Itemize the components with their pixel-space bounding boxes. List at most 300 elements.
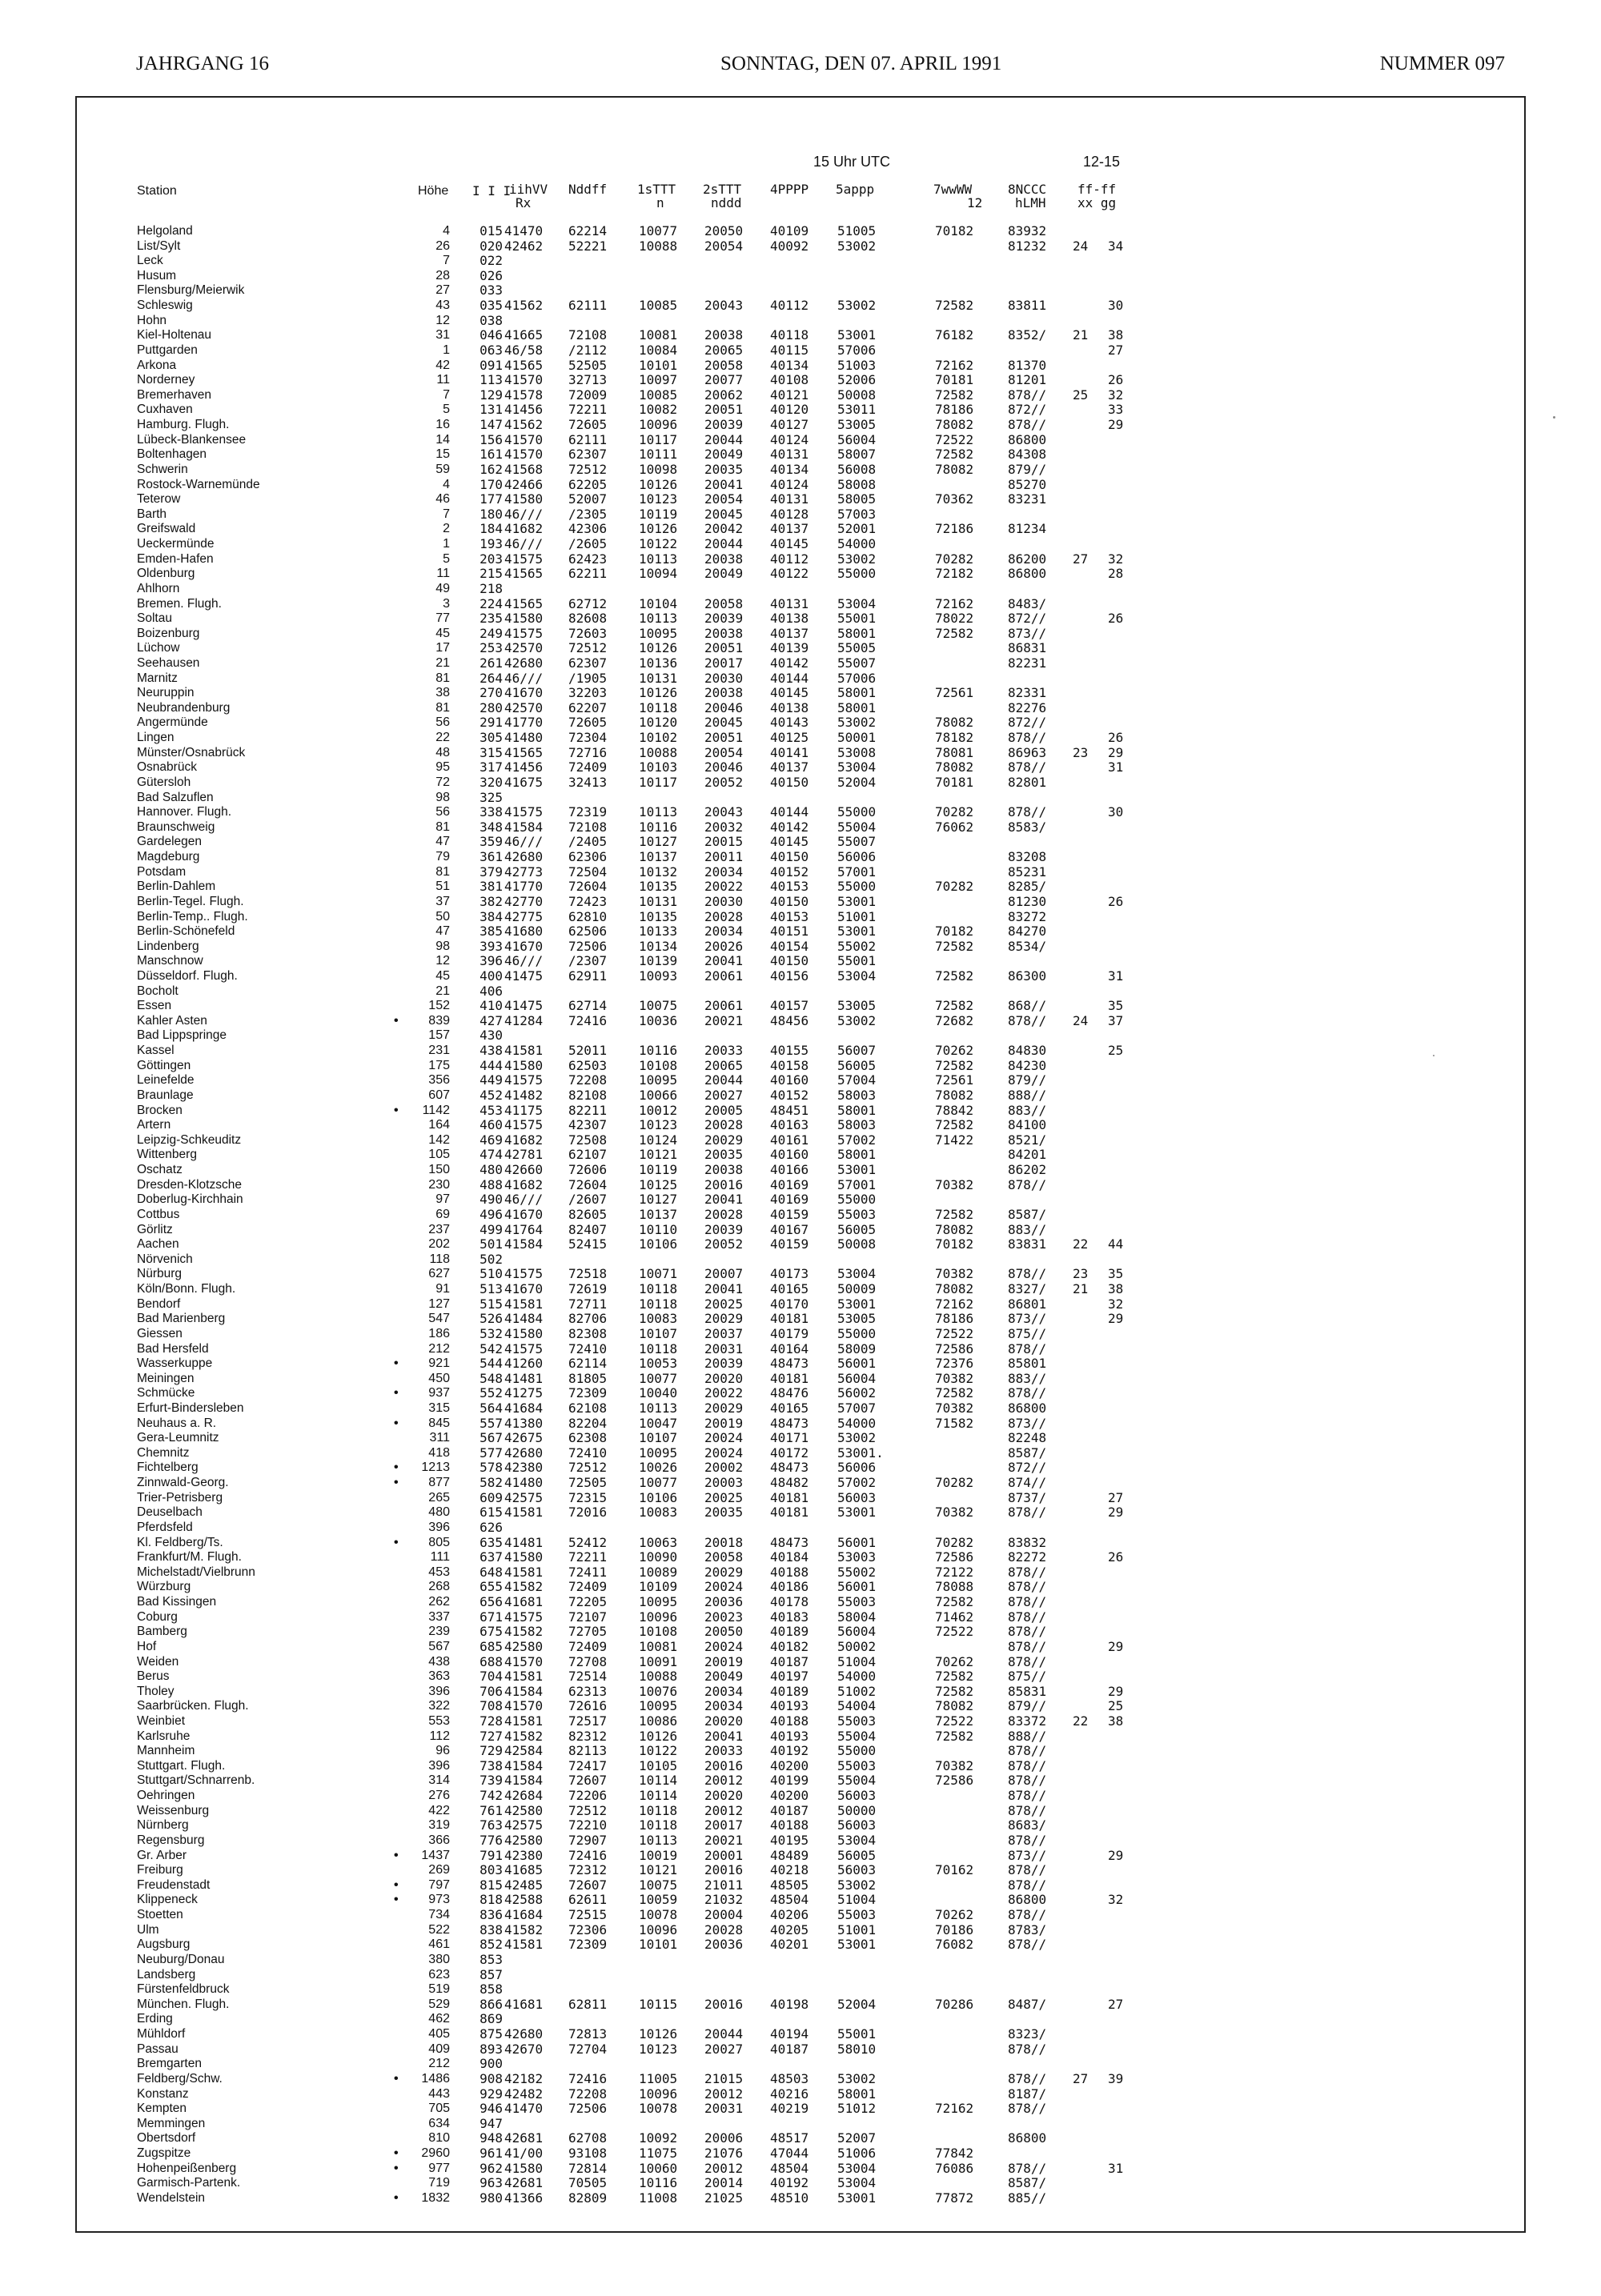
group-weather: 78186 (935, 402, 974, 418)
group-tendency: 55001 (837, 953, 877, 969)
group-dewpoint: 20039 (704, 611, 744, 627)
station-index: 727 (479, 1728, 503, 1744)
group-clouds: 879// (1008, 461, 1047, 477)
group-iihvv: 41575 (504, 1609, 544, 1625)
group-pressure: 40153 (770, 908, 809, 924)
group-dewpoint: 20058 (704, 1549, 744, 1565)
station-name: Neuruppin (137, 686, 195, 700)
group-dewpoint: 20052 (704, 774, 744, 790)
group-temperature: 10113 (639, 611, 678, 627)
gust-max: 23 (1073, 1266, 1089, 1282)
station-index: 763 (479, 1817, 503, 1833)
group-tendency: 55004 (837, 1773, 877, 1789)
table-row (77, 1208, 1527, 1222)
group-temperature: 10019 (639, 1847, 678, 1863)
group-weather: 72582 (935, 298, 974, 314)
station-index: 131 (479, 402, 503, 418)
table-row (77, 1446, 1527, 1461)
gust-value: 29 (1108, 1638, 1124, 1654)
station-index: 615 (479, 1505, 503, 1521)
group-pressure: 40169 (770, 1176, 809, 1192)
group-iihvv: 41575 (504, 1117, 544, 1133)
group-weather: 72586 (935, 1549, 974, 1565)
group-iihvv: 41470 (504, 2101, 544, 2117)
group-pressure: 40182 (770, 1638, 809, 1654)
group-nddff: 72409 (568, 759, 608, 775)
group-dewpoint: 20023 (704, 1609, 744, 1625)
group-pressure: 40159 (770, 1236, 809, 1252)
group-clouds: 875// (1008, 1669, 1047, 1685)
mountain-marker: • (394, 1476, 399, 1490)
station-height: 81 (435, 819, 450, 834)
group-dewpoint: 20046 (704, 699, 744, 715)
table-row (77, 1133, 1527, 1148)
table-row (77, 1565, 1527, 1580)
group-iihvv: 41284 (504, 1012, 544, 1028)
group-temperature: 10126 (639, 521, 678, 537)
station-height: 1 (443, 343, 450, 357)
group-temperature: 10136 (639, 655, 678, 671)
group-nddff: 72603 (568, 625, 608, 641)
group-weather: 72586 (935, 1340, 974, 1356)
station-height: 623 (428, 1967, 450, 1981)
station-name: Schwerin (137, 462, 188, 476)
group-dewpoint: 20050 (704, 1624, 744, 1640)
group-pressure: 40109 (770, 223, 809, 238)
group-iihvv: 46/// (504, 670, 544, 686)
group-tendency: 58001 (837, 1102, 877, 1118)
station-name: Neubrandenburg (137, 700, 231, 715)
col-hoehe: Höhe (418, 184, 449, 198)
gust-value: 34 (1108, 238, 1124, 254)
group-iihvv: 41480 (504, 730, 544, 746)
table-row (77, 1997, 1527, 2012)
station-height: 839 (428, 1013, 450, 1028)
gust-max: 25 (1073, 387, 1089, 403)
table-row (77, 1223, 1527, 1237)
group-pressure: 40184 (770, 1549, 809, 1565)
station-height: 50 (435, 909, 450, 924)
group-pressure: 48517 (770, 2130, 809, 2146)
group-pressure: 40150 (770, 893, 809, 909)
group-iihvv: 41685 (504, 1862, 544, 1878)
station-height: 366 (428, 1833, 450, 1847)
group-clouds: 86202 (1008, 1162, 1047, 1178)
group-temperature: 10105 (639, 1757, 678, 1773)
group-temperature: 10101 (639, 357, 678, 373)
group-iihvv: 42482 (504, 2086, 544, 2102)
station-index: 626 (479, 1519, 503, 1535)
gust-value: 27 (1108, 1489, 1124, 1505)
station-index: 838 (479, 1921, 503, 1937)
group-weather: 70262 (935, 1653, 974, 1669)
gust-value: 29 (1108, 1311, 1124, 1327)
group-tendency: 50008 (837, 387, 877, 403)
group-pressure: 48489 (770, 1847, 809, 1863)
col-ff-sub: xx gg (1077, 195, 1117, 210)
group-iihvv: 41584 (504, 1683, 544, 1699)
table-row (77, 2087, 1527, 2102)
group-tendency: 51001 (837, 908, 877, 924)
table-row (77, 1937, 1527, 1952)
station-height: 42 (435, 358, 450, 372)
station-height: 47 (435, 924, 450, 939)
group-nddff: 72814 (568, 2160, 608, 2176)
table-row (77, 1282, 1527, 1296)
table-row (77, 880, 1527, 894)
station-index: 091 (479, 357, 503, 373)
group-clouds: 84830 (1008, 1043, 1047, 1059)
table-row (77, 1968, 1527, 1982)
group-temperature: 11008 (639, 2190, 678, 2206)
group-tendency: 53002 (837, 1877, 877, 1893)
group-nddff: 72009 (568, 387, 608, 403)
group-nddff: /2112 (568, 342, 608, 358)
group-dewpoint: 20039 (704, 417, 744, 433)
group-dewpoint: 20016 (704, 1862, 744, 1878)
group-pressure: 40160 (770, 1147, 809, 1163)
group-pressure: 40145 (770, 536, 809, 552)
group-dewpoint: 20028 (704, 1117, 744, 1133)
group-iihvv: 41684 (504, 1907, 544, 1923)
group-weather: 72162 (935, 595, 974, 611)
station-name: Berlin-Dahlem (137, 880, 216, 894)
group-pressure: 40200 (770, 1788, 809, 1804)
group-nddff: 72416 (568, 1847, 608, 1863)
group-weather: 70186 (935, 1921, 974, 1937)
group-clouds: 875// (1008, 1325, 1047, 1341)
station-index: 742 (479, 1788, 503, 1804)
station-index: 253 (479, 640, 503, 656)
group-dewpoint: 20045 (704, 506, 744, 522)
station-name: Ulm (137, 1922, 159, 1937)
group-iihvv: 42670 (504, 2041, 544, 2057)
group-pressure: 40167 (770, 1221, 809, 1237)
group-tendency: 51004 (837, 1653, 877, 1669)
group-nddff: 72504 (568, 864, 608, 880)
station-name: Bendorf (137, 1296, 181, 1311)
group-iihvv: 42570 (504, 699, 544, 715)
group-nddff: 62205 (568, 476, 608, 492)
col-iihvv: iihVV (509, 182, 548, 197)
group-clouds: 878// (1008, 1743, 1047, 1759)
group-weather: 70262 (935, 1043, 974, 1059)
table-row (77, 2176, 1527, 2190)
station-index: 063 (479, 342, 503, 358)
table-row (77, 1833, 1527, 1848)
group-iihvv: 41581 (504, 1564, 544, 1580)
station-index: 962 (479, 2160, 503, 2176)
station-index: 815 (479, 1877, 503, 1893)
group-clouds: 878// (1008, 1176, 1047, 1192)
station-index: 264 (479, 670, 503, 686)
group-temperature: 10097 (639, 372, 678, 388)
group-temperature: 10081 (639, 327, 678, 343)
station-name: Berlin-Schönefeld (137, 924, 235, 939)
group-dewpoint: 20012 (704, 1802, 744, 1818)
col-iii: I I I (472, 183, 512, 198)
group-weather: 72522 (935, 1325, 974, 1341)
table-row (77, 820, 1527, 835)
station-index: 900 (479, 2056, 503, 2072)
group-temperature: 10119 (639, 506, 678, 522)
group-tendency: 53002 (837, 238, 877, 254)
table-row (77, 1550, 1527, 1565)
group-iihvv: 41681 (504, 1594, 544, 1610)
table-row (77, 1729, 1527, 1744)
col-ww: 7wwWW (933, 182, 973, 197)
group-temperature: 10113 (639, 804, 678, 820)
group-tendency: 53001 (837, 327, 877, 343)
group-weather: 70282 (935, 1534, 974, 1550)
group-pressure: 40153 (770, 879, 809, 895)
group-nddff: 72107 (568, 1609, 608, 1625)
group-nddff: 72708 (568, 1653, 608, 1669)
table-row (77, 1908, 1527, 1922)
group-iihvv: 41582 (504, 1624, 544, 1640)
station-height: 46 (435, 492, 450, 507)
station-height: 453 (428, 1565, 450, 1579)
group-tendency: 55000 (837, 1743, 877, 1759)
group-dewpoint: 20061 (704, 998, 744, 1014)
station-index: 177 (479, 491, 503, 507)
group-tendency: 53004 (837, 1832, 877, 1848)
station-name: Meiningen (137, 1371, 195, 1385)
group-pressure: 40193 (770, 1698, 809, 1714)
station-height: 21 (435, 984, 450, 998)
station-height: 845 (428, 1416, 450, 1430)
station-name: Pferdsfeld (137, 1520, 193, 1534)
station-index: 184 (479, 521, 503, 537)
group-dewpoint: 20016 (704, 1176, 744, 1192)
station-height: 239 (428, 1625, 450, 1639)
group-clouds: 86801 (1008, 1296, 1047, 1312)
group-iihvv: 42575 (504, 1817, 544, 1833)
group-dewpoint: 20036 (704, 1937, 744, 1953)
group-clouds: 872// (1008, 611, 1047, 627)
station-index: 444 (479, 1057, 503, 1073)
station-index: 675 (479, 1624, 503, 1640)
group-clouds: 878// (1008, 1609, 1047, 1625)
table-row (77, 1878, 1527, 1893)
group-pressure: 48476 (770, 1385, 809, 1401)
group-tendency: 58001 (837, 625, 877, 641)
station-index: 578 (479, 1460, 503, 1476)
group-pressure: 40137 (770, 625, 809, 641)
group-nddff: 72514 (568, 1669, 608, 1685)
table-row (77, 835, 1527, 849)
group-tendency: 53005 (837, 998, 877, 1014)
group-iihvv: 41575 (504, 804, 544, 820)
group-dewpoint: 20019 (704, 1653, 744, 1669)
group-temperature: 10077 (639, 1370, 678, 1386)
table-row (77, 463, 1527, 477)
group-iihvv: 41682 (504, 521, 544, 537)
group-tendency: 58009 (837, 1340, 877, 1356)
station-height: 37 (435, 894, 450, 908)
station-height: 142 (428, 1132, 450, 1147)
group-nddff: 72304 (568, 730, 608, 746)
group-clouds: 85231 (1008, 864, 1047, 880)
group-temperature: 10127 (639, 1192, 678, 1208)
gust-max: 22 (1073, 1236, 1089, 1252)
station-name: Weiden (137, 1654, 179, 1669)
group-pressure: 40181 (770, 1311, 809, 1327)
table-row (77, 269, 1527, 283)
gust-value: 25 (1108, 1698, 1124, 1714)
group-weather: 78082 (935, 1087, 974, 1103)
station-height: 91 (435, 1282, 450, 1296)
group-iihvv: 41682 (504, 1132, 544, 1148)
group-clouds: 873// (1008, 1415, 1047, 1431)
group-pressure: 40112 (770, 551, 809, 567)
station-name: Stoetten (137, 1908, 183, 1922)
station-height: 396 (428, 1520, 450, 1534)
group-pressure: 40179 (770, 1325, 809, 1341)
table-row (77, 641, 1527, 655)
group-dewpoint: 20018 (704, 1534, 744, 1550)
group-clouds: 878// (1008, 1594, 1047, 1610)
station-name: Berlin-Temp.. Flugh. (137, 909, 248, 924)
table-row (77, 597, 1527, 611)
station-height: 315 (428, 1400, 450, 1415)
group-iihvv: 42781 (504, 1147, 544, 1163)
group-clouds: 873// (1008, 625, 1047, 641)
group-pressure: 40189 (770, 1683, 809, 1699)
group-nddff: 72518 (568, 1266, 608, 1282)
group-pressure: 40092 (770, 238, 809, 254)
group-temperature: 10089 (639, 1564, 678, 1580)
station-index: 836 (479, 1907, 503, 1923)
station-index: 474 (479, 1147, 503, 1163)
group-clouds: 81201 (1008, 372, 1047, 388)
group-weather: 72561 (935, 685, 974, 701)
group-tendency: 55000 (837, 1325, 877, 1341)
group-tendency: 50000 (837, 1802, 877, 1818)
station-index: 496 (479, 1206, 503, 1222)
group-tendency: 56003 (837, 1788, 877, 1804)
group-clouds: 883// (1008, 1370, 1047, 1386)
table-row (77, 1104, 1527, 1118)
station-height: 47 (435, 835, 450, 849)
table-row (77, 1521, 1527, 1535)
group-nddff: 72604 (568, 1176, 608, 1192)
group-weather: 72522 (935, 1713, 974, 1729)
group-nddff: 72515 (568, 1907, 608, 1923)
group-nddff: 52007 (568, 491, 608, 507)
mountain-marker: • (394, 1461, 399, 1475)
group-pressure: 40169 (770, 1192, 809, 1208)
scan-speck (1553, 416, 1555, 419)
group-nddff: 72907 (568, 1832, 608, 1848)
group-tendency: 53002 (837, 2070, 877, 2086)
group-pressure: 48510 (770, 2190, 809, 2206)
station-index: 761 (479, 1802, 503, 1818)
mountain-marker: • (394, 1416, 399, 1430)
group-clouds: 8587/ (1008, 1206, 1047, 1222)
group-iihvv: 41380 (504, 1415, 544, 1431)
station-index: 893 (479, 2041, 503, 2057)
group-clouds: 85270 (1008, 476, 1047, 492)
station-height: 11 (436, 567, 450, 581)
table-row (77, 1655, 1527, 1669)
group-iihvv: 41456 (504, 402, 544, 418)
group-weather: 70382 (935, 1400, 974, 1416)
group-pressure: 48505 (770, 1877, 809, 1893)
table-row (77, 1923, 1527, 1937)
group-clouds: 84270 (1008, 924, 1047, 940)
gust-max: 27 (1073, 2070, 1089, 2086)
station-index: 490 (479, 1192, 503, 1208)
group-dewpoint: 20051 (704, 640, 744, 656)
group-iihvv: 41578 (504, 387, 544, 403)
group-tendency: 58001 (837, 685, 877, 701)
group-clouds: 878// (1008, 759, 1047, 775)
group-clouds: 81370 (1008, 357, 1047, 373)
station-name: Bremerhaven (137, 387, 212, 402)
group-nddff: 52221 (568, 238, 608, 254)
station-name: Husum (137, 268, 177, 282)
group-clouds: 885// (1008, 2190, 1047, 2206)
group-nddff: 62506 (568, 924, 608, 940)
group-weather: 76086 (935, 2160, 974, 2176)
group-weather: 77872 (935, 2190, 974, 2206)
group-iihvv: 41580 (504, 1549, 544, 1565)
group-iihvv: 46/58 (504, 342, 544, 358)
group-temperature: 10124 (639, 1132, 678, 1148)
group-iihvv: 41570 (504, 372, 544, 388)
group-dewpoint: 20028 (704, 1206, 744, 1222)
group-temperature: 10075 (639, 998, 678, 1014)
group-nddff: 62111 (568, 431, 608, 447)
station-index: 728 (479, 1713, 503, 1729)
group-clouds: 878// (1008, 1564, 1047, 1580)
station-name: Landsberg (137, 1967, 196, 1981)
group-dewpoint: 20028 (704, 908, 744, 924)
gust-max: 27 (1073, 551, 1089, 567)
group-clouds: 83832 (1008, 1534, 1047, 1550)
gust-value: 26 (1108, 893, 1124, 909)
group-temperature: 10123 (639, 2041, 678, 2057)
station-index: 291 (479, 715, 503, 731)
group-pressure: 40144 (770, 804, 809, 820)
table-row (77, 299, 1527, 313)
mountain-marker: • (394, 2071, 399, 2086)
table-row (77, 283, 1527, 298)
group-weather: 71462 (935, 1609, 974, 1625)
group-tendency: 53005 (837, 1311, 877, 1327)
station-height: 4 (443, 477, 450, 491)
station-name: Emden-Hafen (137, 551, 214, 566)
group-dewpoint: 20051 (704, 402, 744, 418)
group-iihvv: 41565 (504, 744, 544, 760)
group-pressure: 40187 (770, 1802, 809, 1818)
group-pressure: 40165 (770, 1400, 809, 1416)
group-iihvv: 42575 (504, 1489, 544, 1505)
table-row (77, 373, 1527, 387)
group-clouds: 81232 (1008, 238, 1047, 254)
group-dewpoint: 20052 (704, 1236, 744, 1252)
group-tendency: 58005 (837, 491, 877, 507)
group-clouds: 878// (1008, 2160, 1047, 2176)
station-index: 858 (479, 1981, 503, 1997)
group-weather: 70382 (935, 1757, 974, 1773)
group-pressure: 48482 (770, 1475, 809, 1491)
group-dewpoint: 20038 (704, 685, 744, 701)
group-temperature: 10053 (639, 1356, 678, 1372)
group-clouds: 878// (1008, 1340, 1047, 1356)
station-index: 315 (479, 744, 503, 760)
